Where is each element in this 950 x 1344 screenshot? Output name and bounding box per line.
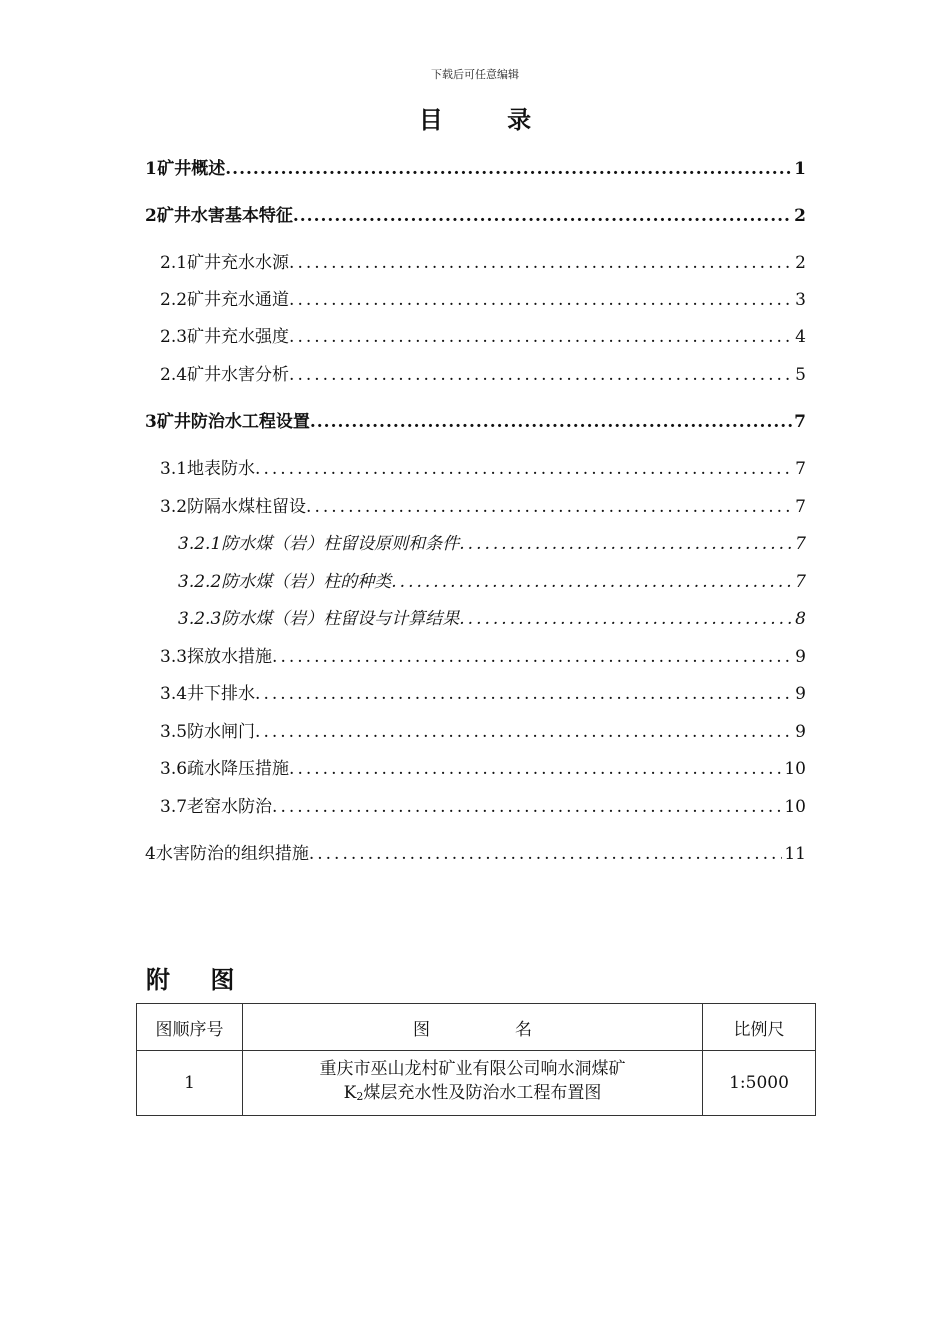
toc-entry-3-2-1[interactable] [178, 531, 806, 557]
toc-entry-3-2-2[interactable] [178, 569, 806, 595]
toc-number: 3.5 [160, 722, 188, 742]
toc-leader [289, 287, 793, 313]
toc-number: 3.1 [160, 459, 188, 479]
toc-entry-2-1[interactable] [160, 250, 806, 276]
toc-text: 防水煤（岩）柱留设与计算结果 [221, 609, 460, 629]
toc-number: 2.3 [160, 327, 188, 347]
toc-text: 矿井水害分析 [187, 365, 290, 385]
toc-text: 探放水措施 [187, 647, 273, 667]
toc-number: 4 [145, 844, 156, 864]
toc-page: 8 [795, 609, 806, 629]
figures-title: 附 图 [146, 965, 251, 994]
toc-page: 9 [795, 684, 806, 704]
toc-entry-4[interactable] [145, 841, 806, 867]
toc-text: 地表防水 [187, 459, 256, 479]
toc-number: 3.2 [160, 497, 188, 517]
toc-page: 2 [795, 253, 806, 273]
toc-page: 2 [794, 206, 806, 226]
toc-page: 7 [794, 412, 806, 432]
toc-leader [459, 606, 793, 632]
toc-page: 9 [795, 647, 806, 667]
toc-entry-3-1[interactable] [160, 456, 806, 482]
toc-leader [225, 156, 792, 182]
toc-number: 3.4 [160, 684, 188, 704]
toc-page: 11 [784, 844, 806, 864]
toc-page: 10 [784, 797, 806, 817]
toc-number: 3.6 [160, 759, 188, 779]
toc-text: 矿井充水强度 [187, 327, 290, 347]
toc-entry-3-6[interactable] [160, 756, 806, 782]
toc-text: 防水煤（岩）柱的种类 [221, 572, 392, 592]
toc-number: 3.3 [160, 647, 188, 667]
toc-text: 矿井充水水源 [187, 253, 290, 273]
toc-number: 3.2.1 [178, 534, 222, 554]
toc-entry-1[interactable] [145, 156, 806, 182]
toc-leader [310, 409, 792, 435]
toc-text: 矿井水害基本特征 [156, 206, 293, 226]
toc-number: 3 [145, 412, 157, 432]
toc-leader [459, 531, 793, 557]
header-figure-number: 图顺序号 [137, 1004, 243, 1051]
toc-page: 7 [795, 572, 806, 592]
table-header-row [137, 1004, 816, 1051]
toc-number: 3.2.2 [178, 572, 222, 592]
toc-number: 3.2.3 [178, 609, 222, 629]
toc-page: 5 [795, 365, 806, 385]
toc-leader [289, 756, 782, 782]
toc-page: 4 [795, 327, 806, 347]
toc-page: 7 [795, 459, 806, 479]
toc-text: 矿井概述 [157, 159, 226, 179]
toc-page: 9 [795, 722, 806, 742]
toc-title: 目 录 [418, 105, 560, 134]
toc-leader [289, 250, 793, 276]
toc-leader [289, 324, 793, 350]
toc-entry-3-2[interactable] [160, 494, 806, 520]
toc-page: 7 [795, 534, 806, 554]
toc-entry-3-7[interactable] [160, 794, 806, 820]
toc-number: 1 [145, 159, 157, 179]
seam-letter: K [343, 1083, 357, 1103]
figures-table [136, 1003, 816, 1116]
toc-leader [255, 681, 793, 707]
toc-page: 7 [795, 497, 806, 517]
toc-entry-3[interactable] [145, 409, 806, 435]
toc-number: 2.1 [160, 253, 188, 273]
table-row [137, 1051, 816, 1116]
toc-entry-3-3[interactable] [160, 644, 806, 670]
toc-number: 2 [145, 206, 157, 226]
toc-text: 井下排水 [187, 684, 256, 704]
toc-entry-2-3[interactable] [160, 324, 806, 350]
toc-entry-2[interactable] [145, 203, 806, 229]
figure-name-line-1: 重庆市巫山龙村矿业有限公司响水洞煤矿 [319, 1059, 626, 1079]
toc-number: 3.7 [160, 797, 188, 817]
toc-text: 防隔水煤柱留设 [187, 497, 307, 517]
header-note: 下载后可任意编辑 [431, 68, 519, 81]
toc-text: 矿井防治水工程设置 [156, 412, 310, 432]
toc-text: 矿井充水通道 [187, 290, 290, 310]
figure-number-cell: 1 [137, 1051, 243, 1116]
toc-text: 疏水降压措施 [187, 759, 290, 779]
toc-entry-2-2[interactable] [160, 287, 806, 313]
figure-name-rest: 煤层充水性及防治水工程布置图 [363, 1083, 602, 1103]
toc-leader [272, 644, 793, 670]
toc-leader [306, 494, 793, 520]
header-figure-name: 图 名 [243, 1004, 703, 1051]
toc-leader [272, 794, 782, 820]
toc-entry-3-2-3[interactable] [178, 606, 806, 632]
toc-entry-2-4[interactable] [160, 362, 806, 388]
figure-name-cell [243, 1051, 703, 1116]
toc-entry-3-5[interactable] [160, 719, 806, 745]
toc-number: 2.2 [160, 290, 188, 310]
toc-text: 老窑水防治 [187, 797, 273, 817]
toc-entry-3-4[interactable] [160, 681, 806, 707]
seam-subscript: 2 [356, 1090, 364, 1103]
toc-leader [293, 203, 792, 229]
toc-leader [289, 362, 793, 388]
toc-text: 水害防治的组织措施 [155, 844, 309, 864]
toc-leader [255, 719, 793, 745]
header-scale: 比例尺 [703, 1004, 816, 1051]
toc-leader [255, 456, 793, 482]
toc-page: 3 [795, 290, 806, 310]
toc-leader [309, 841, 783, 867]
scale-cell: 1:5000 [703, 1051, 816, 1116]
figure-name-line-2 [243, 1081, 702, 1109]
toc-page: 10 [784, 759, 806, 779]
toc-page: 1 [794, 159, 806, 179]
toc-text: 防水闸门 [187, 722, 256, 742]
toc-text: 防水煤（岩）柱留设原则和条件 [221, 534, 460, 554]
toc-number: 2.4 [160, 365, 188, 385]
toc-leader [391, 569, 793, 595]
